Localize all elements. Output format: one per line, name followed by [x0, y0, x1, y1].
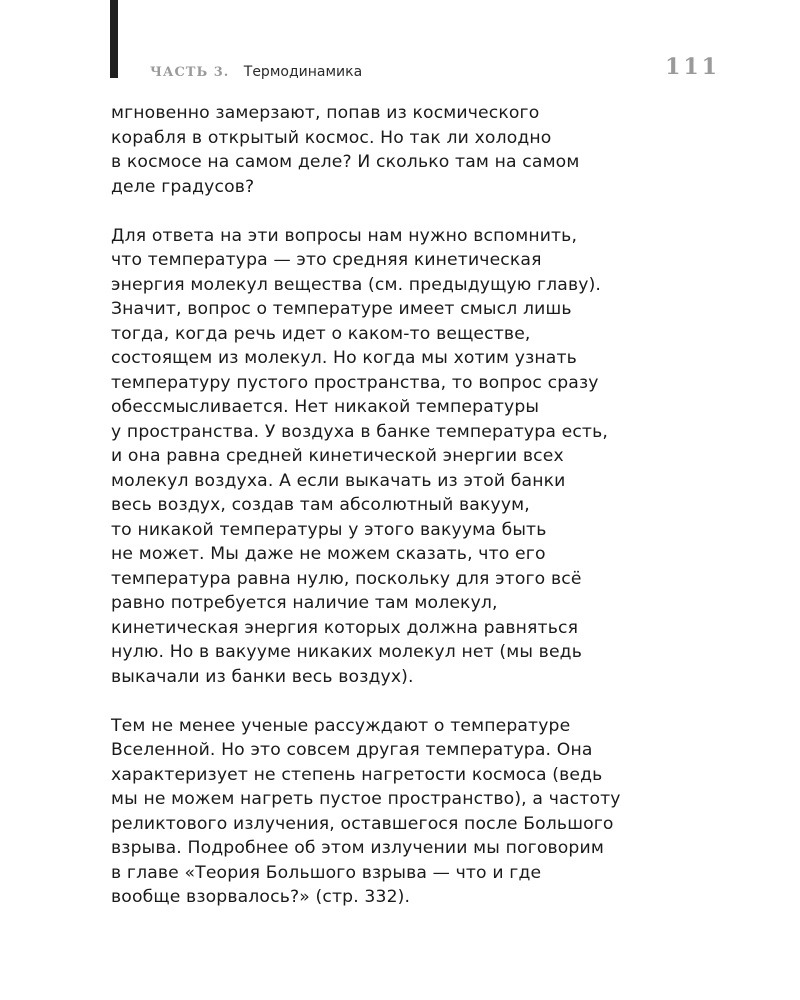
chapter-title: Термодинамика	[243, 64, 363, 80]
part-label: ЧАСТЬ 3.	[150, 65, 230, 80]
text-line: в космосе на самом деле? И сколько там на самом	[111, 152, 580, 172]
text-line: молекул воздуха. А если выкачать из этой банки	[111, 470, 566, 491]
text-line: реликтового излучения, оставшегося после Большого	[111, 813, 614, 834]
text-line: Вселенной. Но это совсем другая температура. Она	[111, 740, 593, 760]
running-head	[150, 62, 362, 83]
text-line: и она равна средней кинетической энергии всех	[111, 446, 564, 466]
text-line: Значит, вопрос о температуре имеет смысл лишь	[111, 299, 572, 319]
text-line: не может. Мы даже не можем сказать, что его	[111, 544, 546, 564]
paragraph-1	[111, 101, 711, 199]
text-line: состоящем из молекул. Но когда мы хотим узнать	[111, 348, 577, 368]
paragraph-2	[111, 224, 711, 690]
text-line: тогда, когда речь идет о каком-то веществе,	[111, 323, 531, 344]
chapter-side-bar	[110, 0, 118, 78]
text-line: Тем не менее ученые рассуждают о температуре	[111, 715, 571, 736]
text-line: корабля в открытый космос. Но так ли холодно	[111, 127, 552, 148]
text-line: кинетическая энергия которых должна равняться	[111, 617, 579, 638]
text-line: взрыва. Подробнее об этом излучении мы поговорим	[111, 838, 604, 858]
text-line: Для ответа на эти вопросы нам нужно вспомнить,	[111, 225, 578, 246]
text-line: нулю. Но в вакууме никаких молекул нет (мы ведь	[111, 642, 582, 662]
text-line: у пространства. У воздуха в банке температура есть,	[111, 421, 608, 442]
text-line: выкачали из банки весь воздух).	[111, 666, 414, 687]
text-line: что температура — это средняя кинетическая	[111, 250, 542, 270]
text-line: вообще взорвалось?» (стр. 332).	[111, 887, 411, 907]
page-number: 111	[665, 54, 720, 80]
text-line: весь воздух, создав там абсолютный вакуум,	[111, 495, 530, 515]
text-line: в главе «Теория Большого взрыва — что и где	[111, 862, 542, 883]
text-line: температуру пустого пространства, то вопрос сразу	[111, 372, 599, 393]
text-line: температура равна нулю, поскольку для этого всё	[111, 568, 582, 589]
text-line: характеризует не степень нагретости космоса (ведь	[111, 764, 603, 785]
paragraph-3	[111, 714, 711, 910]
text-line: обессмысливается. Нет никакой температуры	[111, 397, 540, 417]
text-body	[111, 101, 711, 934]
text-line: равно потребуется наличие там молекул,	[111, 593, 498, 613]
text-line: мы не можем нагреть пустое пространство), а частоту	[111, 789, 621, 809]
text-line: энергия молекул вещества (см. предыдущую главу).	[111, 274, 602, 295]
text-line: мгновенно замерзают, попав из космического	[111, 103, 540, 123]
text-line: деле градусов?	[111, 176, 255, 197]
text-line: то никакой температуры у этого вакуума быть	[111, 519, 547, 540]
